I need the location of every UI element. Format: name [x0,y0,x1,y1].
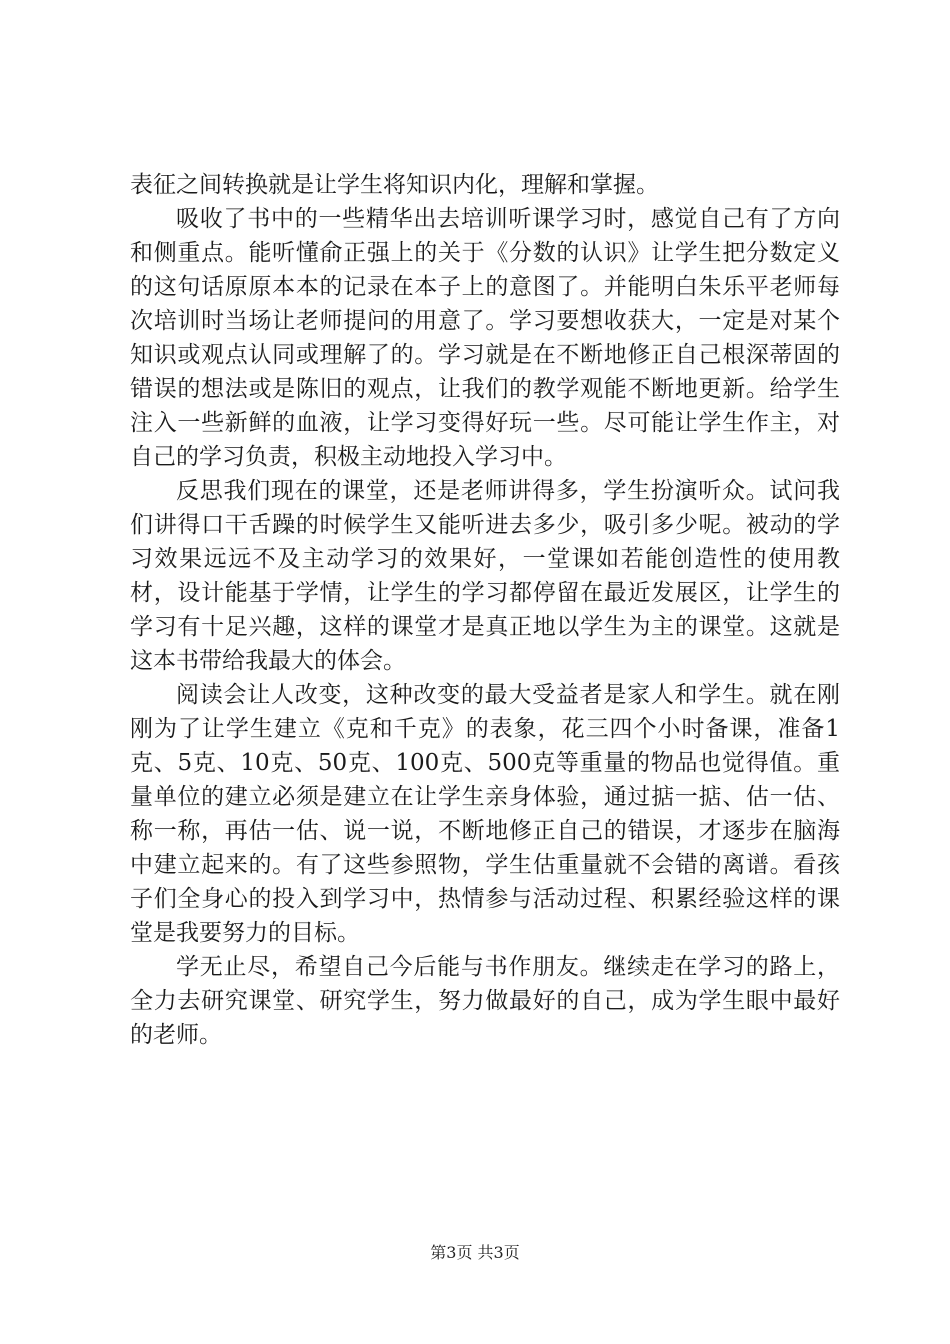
document-body [130,168,840,1052]
page-number-footer: 第3页 共3页 [430,1243,520,1262]
paragraph-2: 吸收了书中的一些精华出去培训听课学习时，感觉自己有了方向和侧重点。能听懂俞正强上的关于《分数的认识》让学生把分数定义的这句话原原本本的记录在本子上的意图了。并能明白朱乐平老师每次培训时当场让老师提问的用意了。学习要想收获大，一定是对某个知识或观点认同或理解了的。学习就是在不断地修正自己根深蒂固的错误的想法或是陈旧的观点，让我们的教学观能不断地更新。给学生注入一些新鲜的血液，让学习变得好玩一些。尽可能让学生作主，对自己的学习负责，积极主动地投入学习中。 [130,206,840,470]
paragraph-5: 学无止尽，希望自己今后能与书作朋友。继续走在学习的路上，全力去研究课堂、研究学生，努力做最好的自己，成为学生眼中最好的老师。 [130,954,840,1048]
paragraph-1: 表征之间转换就是让学生将知识内化，理解和掌握。 [130,172,659,198]
paragraph-3: 反思我们现在的课堂，还是老师讲得多，学生扮演听众。试问我们讲得口干舌躁的时候学生又能听进去多少，吸引多少呢。被动的学习效果远远不及主动学习的效果好，一堂课如若能创造性的使用教材，设计能基于学情，让学生的学习都停留在最近发展区，让学生的学习有十足兴趣，这样的课堂才是真正地以学生为主的课堂。这就是这本书带给我最大的体会。 [130,478,840,674]
paragraph-4: 阅读会让人改变，这种改变的最大受益者是家人和学生。就在刚刚为了让学生建立《克和千克》的表象，花三四个小时备课，准备1克、5克、10克、50克、100克、500克等重量的物品也觉得值。重量单位的建立必须是建立在让学生亲身体验，通过掂一掂、估一估、称一称，再估一估、说一说，不断地修正自己的错误，才逐步在脑海中建立起来的。有了这些参照物，学生估重量就不会错的离谱。看孩子们全身心的投入到学习中，热情参与活动过程、积累经验这样的课堂是我要努力的目标。 [130,682,840,946]
